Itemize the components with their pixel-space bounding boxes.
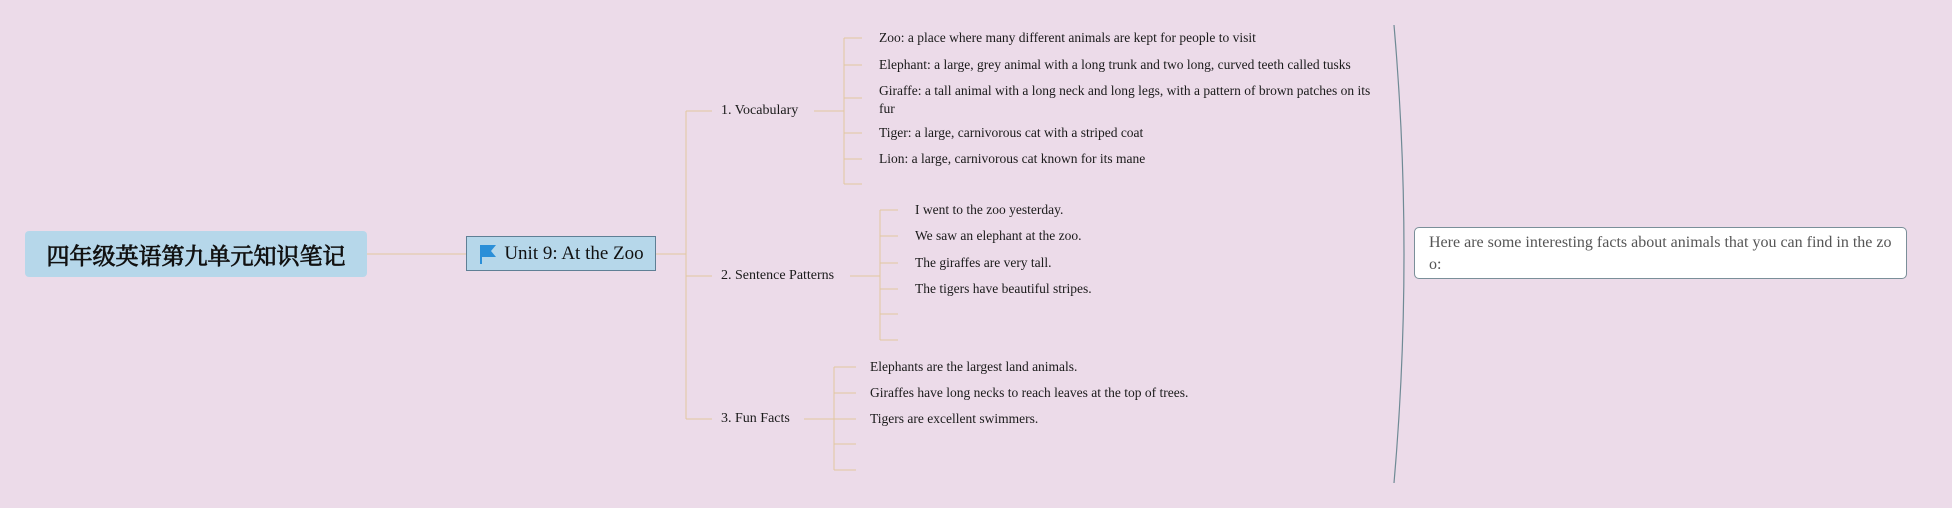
sentence-item[interactable]: I went to the zoo yesterday. [915, 202, 1064, 217]
sentence-item[interactable]: We saw an elephant at the zoo. [915, 228, 1082, 243]
fun-fact-item[interactable]: Elephants are the largest land animals. [870, 359, 1078, 374]
vocab-item-giraffe[interactable]: Giraffe: a tall animal with a long neck and long legs, with a pattern of brown patches on its fur [879, 83, 1371, 116]
vocab-item-zoo[interactable]: Zoo: a place where many different animals are kept for people to visit [879, 30, 1256, 45]
flag-icon [478, 243, 498, 265]
branch-sentence-patterns[interactable]: 2. Sentence Patterns [721, 268, 835, 283]
root-topic[interactable] [25, 231, 367, 277]
branch-fun-facts[interactable]: 3. Fun Facts [721, 411, 790, 426]
root-title: 四年级英语第九单元知识笔记 [46, 243, 346, 270]
summary-text: Here are some interesting facts about animals that you can find in the zoo: [1429, 234, 1892, 273]
vocab-item-tiger[interactable]: Tiger: a large, carnivorous cat with a striped coat [879, 125, 1144, 140]
central-title: Unit 9: At the Zoo [504, 242, 644, 264]
vocab-item-lion[interactable]: Lion: a large, carnivorous cat known for its mane [879, 151, 1146, 166]
vocab-item-elephant[interactable]: Elephant: a large, grey animal with a long trunk and two long, curved teeth called tusks [879, 57, 1351, 72]
fun-fact-item[interactable]: Giraffes have long necks to reach leaves at the top of trees. [870, 385, 1189, 400]
fun-fact-item[interactable]: Tigers are excellent swimmers. [870, 411, 1039, 426]
central-topic[interactable] [466, 236, 656, 271]
summary-callout[interactable] [1414, 227, 1907, 279]
branch-vocabulary[interactable]: 1. Vocabulary [721, 103, 799, 118]
sentence-item[interactable]: The giraffes are very tall. [915, 255, 1052, 270]
sentence-item[interactable]: The tigers have beautiful stripes. [915, 281, 1092, 296]
summary-brace [1394, 25, 1404, 483]
